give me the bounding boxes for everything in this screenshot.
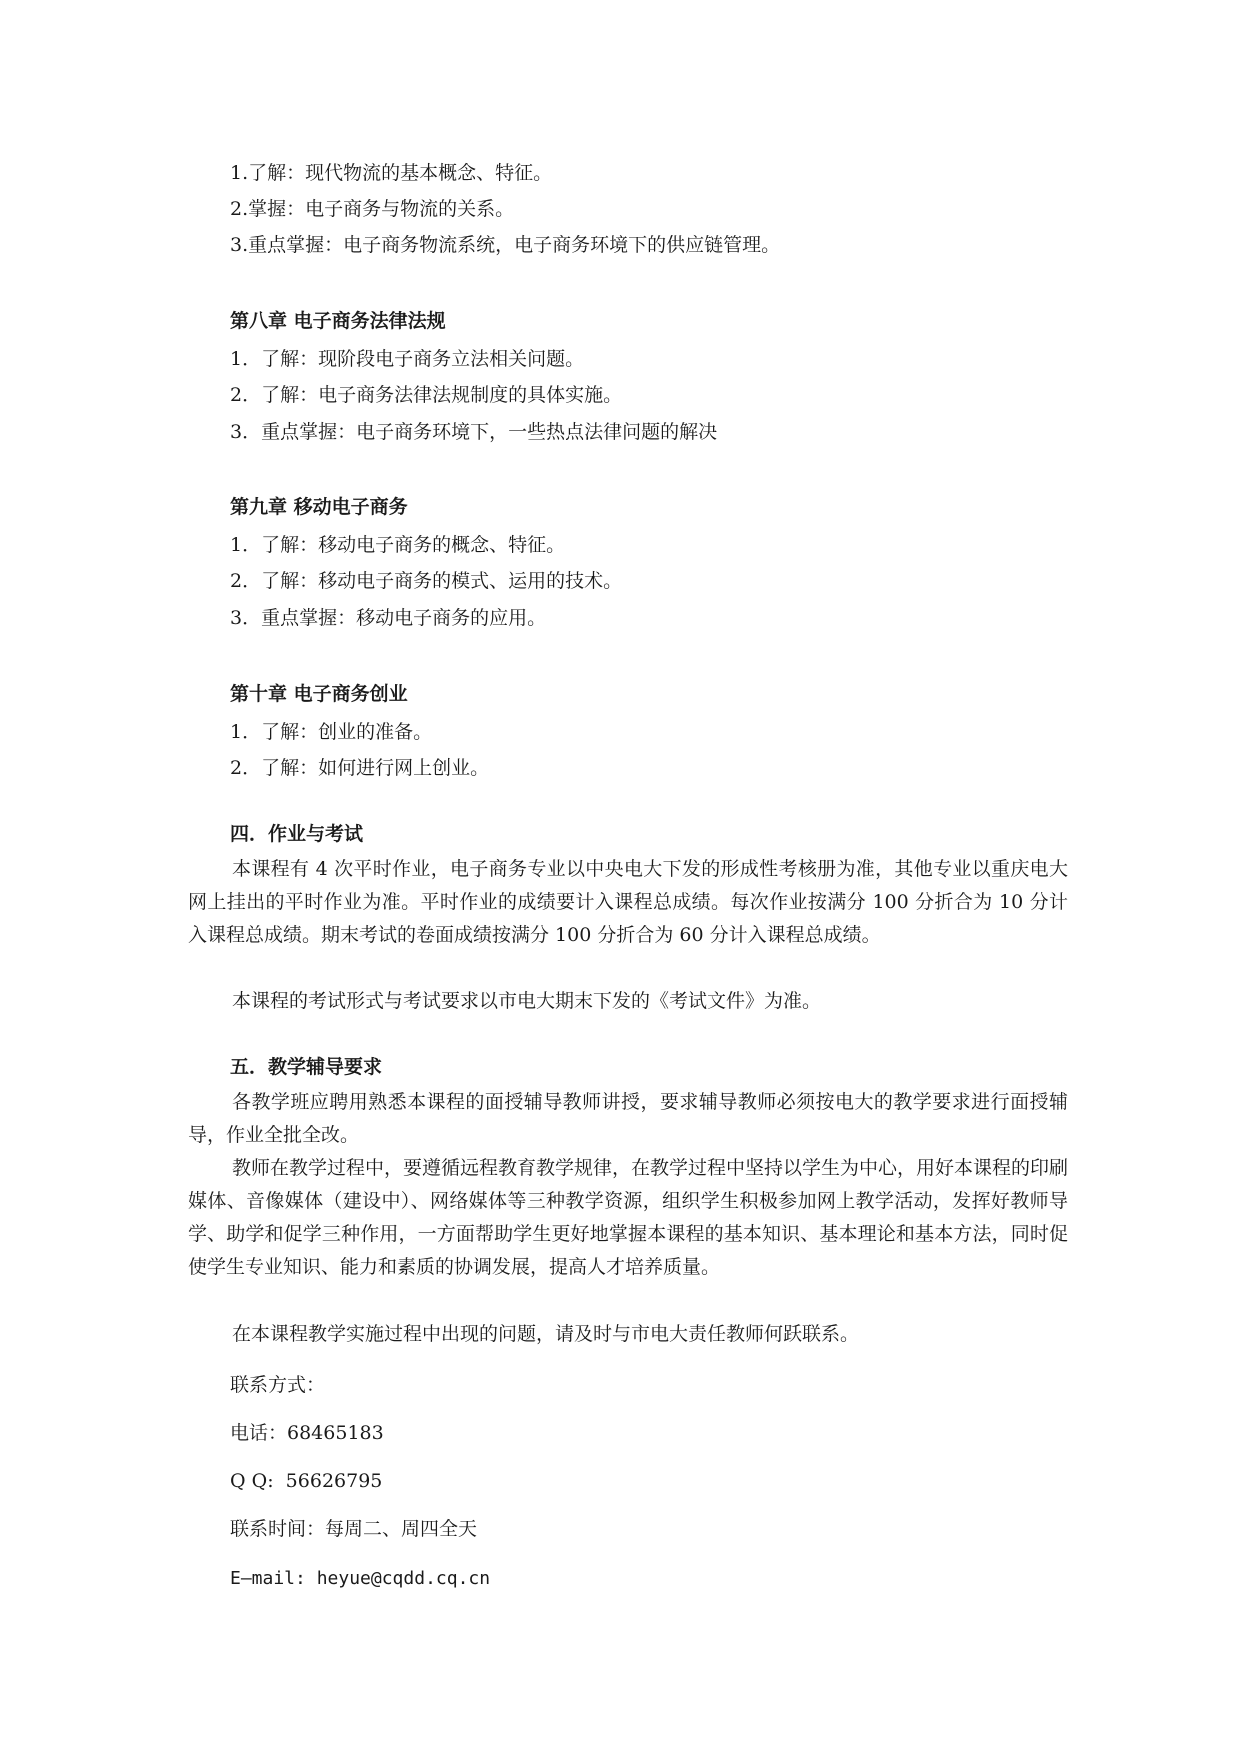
ch8-title: 第八章 电子商务法律法规 (230, 310, 446, 332)
ch9-item-2: 2．了解：移动电子商务的模式、运用的技术。 (230, 570, 623, 592)
section-5-paragraph-1: 各教学班应聘用熟悉本课程的面授辅导教师讲授，要求辅导教师必须按电大的教学要求进行面授辅导，作业全批全改。 (188, 1091, 1068, 1146)
ch10-item-1: 1．了解：创业的准备。 (230, 721, 433, 743)
section-4-paragraph-2: 本课程的考试形式与考试要求以市电大期末下发的《考试文件》为准。 (232, 990, 822, 1012)
contact-email: E—mail: heyue@cqdd.cq.cn (230, 1568, 491, 1589)
contact-time: 联系时间：每周二、周四全天 (230, 1518, 478, 1540)
ch8-item-1: 1．了解：现阶段电子商务立法相关问题。 (230, 348, 585, 370)
ch7-item-1: 1.了解：现代物流的基本概念、特征。 (230, 162, 553, 184)
section-4-paragraph-1: 本课程有 4 次平时作业，电子商务专业以中央电大下发的形成性考核册为准，其他专业以重庆电大网上挂出的平时作业为准。平时作业的成绩要计入课程总成绩。每次作业按满分 100 分折合为 10 分计入课程总成绩。期末考试的卷面成绩按满分 100 分折合为 60 分计入课程总成绩。 (188, 858, 1068, 946)
ch8-item-2: 2．了解：电子商务法律法规制度的具体实施。 (230, 384, 623, 406)
section-4-title: 四．作业与考试 (230, 823, 364, 845)
contact-label: 联系方式： (230, 1374, 326, 1396)
section-5-paragraph-2: 教师在教学过程中，要遵循远程教育教学规律，在教学过程中坚持以学生为中心，用好本课程的印刷媒体、音像媒体（建设中）、网络媒体等三种教学资源，组织学生积极参加网上教学活动，发挥好教师导学、助学和促学三种作用，一方面帮助学生更好地掌握本课程的基本知识、基本理论和基本方法，同时促使学生专业知识、能力和素质的协调发展，提高人才培养质量。 (188, 1157, 1069, 1278)
ch7-item-3: 3.重点掌握：电子商务物流系统，电子商务环境下的供应链管理。 (230, 234, 781, 256)
section-5-title: 五．教学辅导要求 (230, 1056, 383, 1078)
ch10-title: 第十章 电子商务创业 (230, 683, 408, 705)
ch10-item-2: 2．了解：如何进行网上创业。 (230, 757, 490, 779)
ch9-item-1: 1．了解：移动电子商务的概念、特征。 (230, 534, 566, 556)
ch8-item-3: 3．重点掌握：电子商务环境下，一些热点法律问题的解决 (230, 421, 718, 443)
ch9-title: 第九章 移动电子商务 (230, 496, 408, 518)
contact-qq: Q Q: 56626795 (230, 1470, 383, 1492)
ch7-item-2: 2.掌握：电子商务与物流的关系。 (230, 198, 515, 220)
section-5-paragraph-3: 在本课程教学实施过程中出现的问题，请及时与市电大责任教师何跃联系。 (232, 1323, 860, 1345)
contact-phone: 电话：68465183 (230, 1422, 384, 1444)
ch9-item-3: 3．重点掌握：移动电子商务的应用。 (230, 607, 547, 629)
